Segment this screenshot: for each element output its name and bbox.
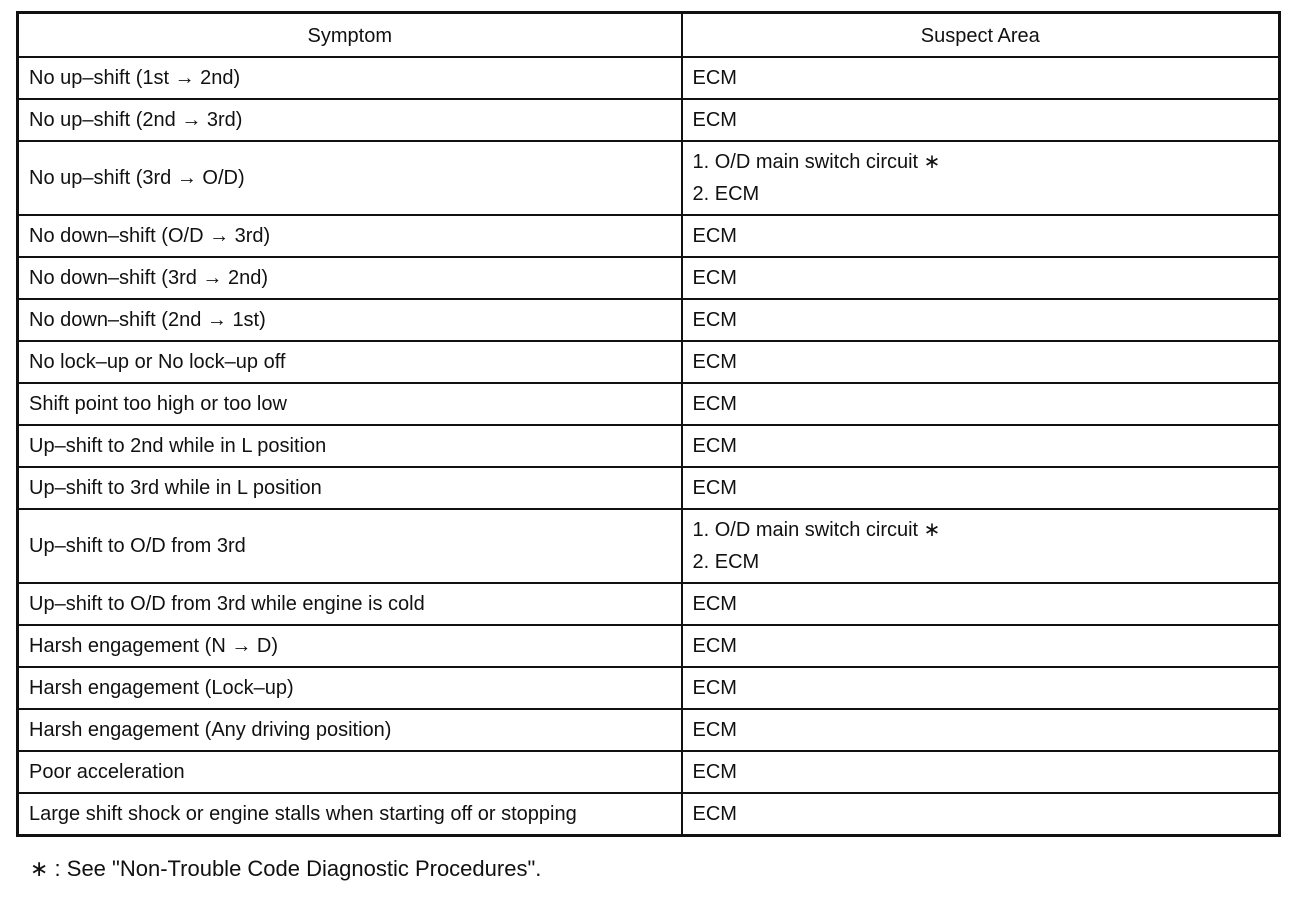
suspect-area-cell [682, 625, 1280, 667]
table-row [18, 793, 1280, 836]
symptom-cell: Harsh engagement (Lock–up) [18, 667, 682, 709]
table-row [18, 215, 1280, 257]
table-row [18, 57, 1280, 99]
suspect-area-item: ECM [692, 66, 737, 89]
suspect-area-item: 1. O/D main switch circuit ∗ [692, 151, 941, 173]
suspect-area-cell [682, 341, 1280, 383]
table-row [18, 425, 1280, 467]
suspect-area-cell [682, 467, 1280, 509]
suspect-area-item: ECM [692, 718, 737, 741]
table-row [18, 99, 1280, 141]
suspect-area-item: ECM [692, 476, 737, 499]
suspect-area-cell [682, 299, 1280, 341]
symptom-cell: No up–shift (2nd → 3rd) [18, 99, 682, 141]
symptom-cell: Harsh engagement (N → D) [18, 625, 682, 667]
suspect-area-item: ECM [692, 108, 737, 131]
table-row [18, 583, 1280, 625]
table-row [18, 141, 1280, 215]
suspect-area-cell [682, 383, 1280, 425]
symptom-cell: Shift point too high or too low [18, 383, 682, 425]
table-row [18, 257, 1280, 299]
suspect-area-cell [682, 99, 1280, 141]
suspect-area-item: ECM [692, 592, 737, 615]
symptom-cell: Large shift shock or engine stalls when starting off or stopping [18, 793, 682, 836]
symptom-cell: Poor acceleration [18, 751, 682, 793]
suspect-area-item: ECM [692, 350, 737, 373]
suspect-area-cell [682, 57, 1280, 99]
suspect-area-cell [682, 215, 1280, 257]
suspect-area-item: 1. O/D main switch circuit ∗ [692, 519, 941, 541]
suspect-area-cell [682, 141, 1280, 215]
symptom-table-container [16, 11, 1278, 837]
symptom-cell: Up–shift to 2nd while in L position [18, 425, 682, 467]
suspect-area-cell [682, 667, 1280, 709]
suspect-area-cell [682, 709, 1280, 751]
suspect-area-item: 2. ECM [692, 551, 760, 573]
table-row [18, 299, 1280, 341]
table-row [18, 751, 1280, 793]
symptom-cell: No up–shift (1st → 2nd) [18, 57, 682, 99]
suspect-area-item: ECM [692, 634, 737, 657]
symptom-cell: Harsh engagement (Any driving position) [18, 709, 682, 751]
symptom-cell: Up–shift to O/D from 3rd while engine is cold [18, 583, 682, 625]
table-row [18, 383, 1280, 425]
symptom-table [16, 11, 1281, 837]
symptom-cell: No down–shift (3rd → 2nd) [18, 257, 682, 299]
suspect-area-item: ECM [692, 224, 737, 247]
table-row [18, 667, 1280, 709]
header-symptom: Symptom [18, 13, 682, 58]
suspect-area-cell [682, 257, 1280, 299]
suspect-area-item: ECM [692, 392, 737, 415]
suspect-area-cell [682, 583, 1280, 625]
suspect-area-item: ECM [692, 802, 737, 825]
suspect-area-cell [682, 509, 1280, 583]
symptom-cell: No up–shift (3rd → O/D) [18, 141, 682, 215]
suspect-area-item: ECM [692, 308, 737, 331]
symptom-cell: No lock–up or No lock–up off [18, 341, 682, 383]
symptom-cell: No down–shift (2nd → 1st) [18, 299, 682, 341]
table-header-row [18, 13, 1280, 58]
suspect-area-item: ECM [692, 434, 737, 457]
symptom-cell: Up–shift to 3rd while in L position [18, 467, 682, 509]
suspect-area-item: ECM [692, 676, 737, 699]
suspect-area-item: ECM [692, 266, 737, 289]
suspect-area-item: ECM [692, 760, 737, 783]
table-row [18, 467, 1280, 509]
symptom-cell: Up–shift to O/D from 3rd [18, 509, 682, 583]
suspect-area-item: 2. ECM [692, 183, 760, 205]
header-suspect-area: Suspect Area [682, 13, 1280, 58]
suspect-area-cell [682, 793, 1280, 836]
table-row [18, 625, 1280, 667]
table-row [18, 509, 1280, 583]
symptom-cell: No down–shift (O/D → 3rd) [18, 215, 682, 257]
table-row [18, 341, 1280, 383]
table-row [18, 709, 1280, 751]
table-body [18, 57, 1280, 836]
suspect-area-cell [682, 751, 1280, 793]
footnote: ∗ : See "Non-Trouble Code Diagnostic Procedures". [30, 856, 542, 881]
suspect-area-cell [682, 425, 1280, 467]
